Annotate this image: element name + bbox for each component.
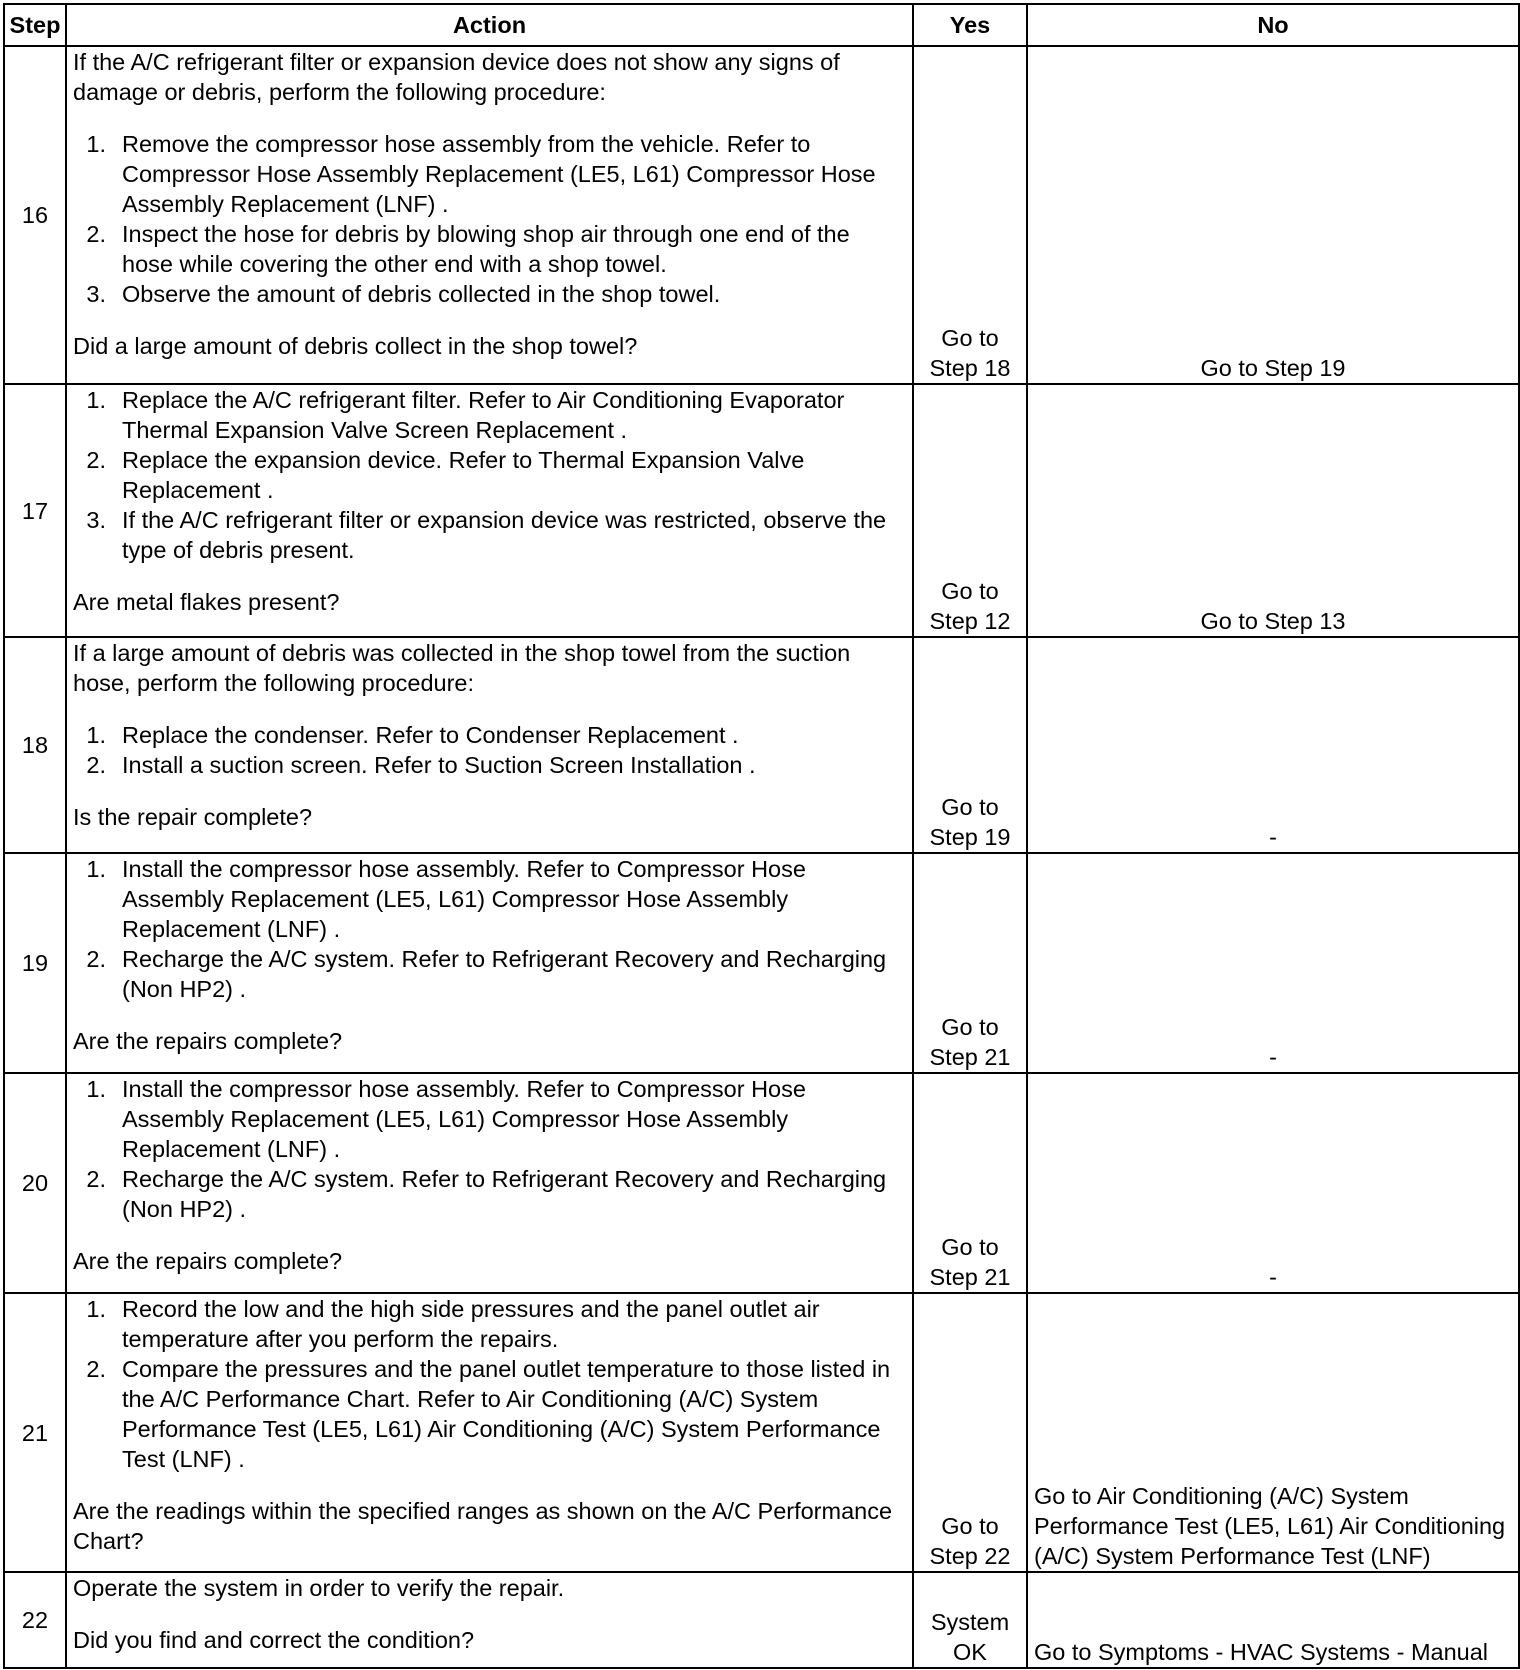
no-outcome: Go to Air Conditioning (A/C) System Performance Test (LE5, L61) Air Conditioning (A/C) System Performance Test (LNF) — [1027, 1293, 1519, 1572]
step-number: 19 — [4, 853, 66, 1073]
procedure-list — [73, 720, 906, 780]
procedure-item: 1. Record the low and the high side pressures and the panel outlet air temperature after you perform the repairs. — [86, 1296, 820, 1352]
action-intro: If a large amount of debris was collected in the shop towel from the suction hose, perform the following procedure: — [73, 640, 851, 696]
yes-outcome: Go to Step 22 — [913, 1293, 1027, 1572]
no-outcome: - — [1027, 637, 1519, 853]
procedure-item: 2. Recharge the A/C system. Refer to Refrigerant Recovery and Recharging (Non HP2) . — [86, 1166, 887, 1222]
yes-outcome: System OK — [913, 1572, 1027, 1668]
procedure-item: 2. Inspect the hose for debris by blowing shop air through one end of the hose while covering the other end with a shop towel. — [86, 221, 850, 277]
step-number: 16 — [4, 46, 66, 384]
action-question: Did you find and correct the condition? — [73, 1627, 475, 1653]
procedure-item: 3. Observe the amount of debris collected in the shop towel. — [86, 281, 721, 307]
table-row-step-20 — [4, 1073, 1519, 1293]
no-outcome: - — [1027, 1073, 1519, 1293]
action-cell — [66, 46, 913, 384]
header-step: Step — [4, 4, 66, 46]
procedure-list — [73, 854, 906, 1004]
action-intro: Operate the system in order to verify the repair. — [73, 1575, 565, 1601]
header-row — [4, 4, 1519, 46]
action-question: Are metal flakes present? — [73, 589, 340, 615]
procedure-list — [73, 1294, 906, 1474]
procedure-item: 1. Remove the compressor hose assembly from the vehicle. Refer to Compressor Hose Assembly Replacement (LE5, L61) Compressor Hose Assembly Replacement (LNF) . — [86, 131, 876, 217]
step-number: 20 — [4, 1073, 66, 1293]
no-outcome: Go to Symptoms - HVAC Systems - Manual — [1027, 1572, 1519, 1668]
header-action: Action — [66, 4, 913, 46]
table-row-step-21 — [4, 1293, 1519, 1572]
table-row-step-17 — [4, 384, 1519, 637]
action-cell — [66, 637, 913, 853]
action-question: Are the repairs complete? — [73, 1028, 343, 1054]
step-number: 17 — [4, 384, 66, 637]
action-cell — [66, 1073, 913, 1293]
procedure-item: 2. Install a suction screen. Refer to Suction Screen Installation . — [86, 752, 756, 778]
action-cell — [66, 853, 913, 1073]
procedure-list — [73, 129, 906, 309]
diagnostic-table — [3, 3, 1520, 1669]
procedure-list — [73, 1074, 906, 1224]
action-intro: If the A/C refrigerant filter or expansion device does not show any signs of damage or debris, perform the following procedure: — [73, 49, 840, 105]
procedure-item: 1. Replace the A/C refrigerant filter. Refer to Air Conditioning Evaporator Thermal Expansion Valve Screen Replacement . — [86, 387, 845, 443]
procedure-item: 2. Compare the pressures and the panel outlet temperature to those listed in the A/C Performance Chart. Refer to Air Conditioning (A/C) System Performance Test (LE5, L61) Air Conditioning (A/C) System Performance Test (LNF) . — [86, 1356, 891, 1472]
procedure-item: 2. Replace the expansion device. Refer to Thermal Expansion Valve Replacement . — [86, 447, 805, 503]
step-number: 21 — [4, 1293, 66, 1572]
action-question: Are the readings within the specified ranges as shown on the A/C Performance Chart? — [73, 1498, 893, 1554]
procedure-item: 1. Replace the condenser. Refer to Condenser Replacement . — [86, 722, 739, 748]
table-row-step-18 — [4, 637, 1519, 853]
yes-outcome: Go to Step 21 — [913, 853, 1027, 1073]
yes-outcome: Go to Step 12 — [913, 384, 1027, 637]
action-question: Are the repairs complete? — [73, 1248, 343, 1274]
step-number: 18 — [4, 637, 66, 853]
action-cell — [66, 1293, 913, 1572]
header-no: No — [1027, 4, 1519, 46]
yes-outcome: Go to Step 19 — [913, 637, 1027, 853]
action-question: Did a large amount of debris collect in the shop towel? — [73, 333, 638, 359]
yes-outcome: Go to Step 21 — [913, 1073, 1027, 1293]
procedure-item: 2. Recharge the A/C system. Refer to Refrigerant Recovery and Recharging (Non HP2) . — [86, 946, 887, 1002]
procedure-item: 3. If the A/C refrigerant filter or expansion device was restricted, observe the type of debris present. — [86, 507, 887, 563]
action-cell — [66, 1572, 913, 1668]
procedure-list — [73, 385, 906, 565]
no-outcome: Go to Step 13 — [1027, 384, 1519, 637]
table-row-step-19 — [4, 853, 1519, 1073]
yes-outcome: Go to Step 18 — [913, 46, 1027, 384]
procedure-item: 1. Install the compressor hose assembly. Refer to Compressor Hose Assembly Replacement (LE5, L61) Compressor Hose Assembly Replacement (LNF) . — [86, 1076, 806, 1162]
procedure-item: 1. Install the compressor hose assembly. Refer to Compressor Hose Assembly Replacement (LE5, L61) Compressor Hose Assembly Replacement (LNF) . — [86, 856, 806, 942]
step-number: 22 — [4, 1572, 66, 1668]
table-row-step-16 — [4, 46, 1519, 384]
action-cell — [66, 384, 913, 637]
no-outcome: - — [1027, 853, 1519, 1073]
header-yes: Yes — [913, 4, 1027, 46]
table-row-step-22 — [4, 1572, 1519, 1668]
no-outcome: Go to Step 19 — [1027, 46, 1519, 384]
action-question: Is the repair complete? — [73, 804, 313, 830]
